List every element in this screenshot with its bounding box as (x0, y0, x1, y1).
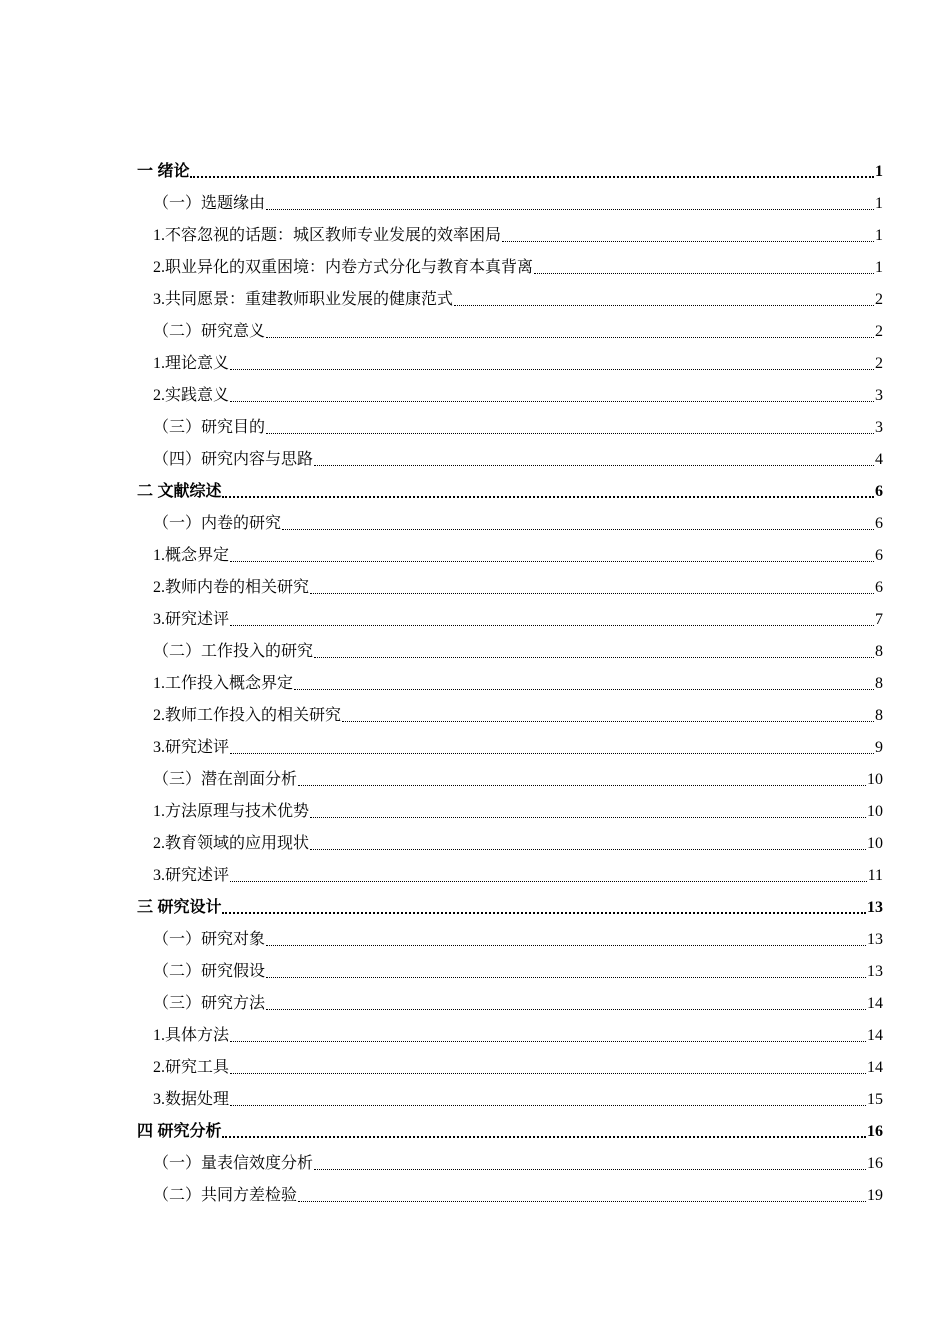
toc-entry-title: 3.研究述评 (153, 867, 230, 884)
toc-subsection-entry[interactable] (137, 282, 883, 314)
toc-dot-leader (230, 1072, 866, 1074)
toc-page-number: 10 (867, 771, 883, 788)
toc-page-number: 1 (875, 227, 883, 244)
toc-page-number: 8 (875, 707, 883, 724)
toc-page-number: 15 (867, 1091, 883, 1108)
toc-entry-title: 3.研究述评 (153, 611, 230, 628)
toc-chapter-entry[interactable] (137, 474, 883, 506)
toc-section-entry[interactable] (137, 442, 883, 474)
toc-subsection-entry[interactable] (137, 730, 883, 762)
toc-subsection-entry[interactable] (137, 250, 883, 282)
toc-dot-leader (266, 976, 866, 978)
toc-page-number: 13 (867, 899, 883, 916)
toc-page-number: 16 (867, 1155, 883, 1172)
toc-entry-title: 2.职业异化的双重困境：内卷方式分化与教育本真背离 (153, 259, 534, 276)
toc-page-number: 3 (875, 387, 883, 404)
toc-page-number: 6 (875, 547, 883, 564)
toc-dot-leader (230, 624, 874, 626)
toc-section-entry[interactable] (137, 986, 883, 1018)
toc-dot-leader (310, 592, 874, 594)
toc-dot-leader (222, 495, 874, 498)
toc-page-number: 3 (875, 419, 883, 436)
toc-entry-title: 1.不容忽视的话题：城区教师专业发展的效率困局 (153, 227, 502, 244)
toc-subsection-entry[interactable] (137, 666, 883, 698)
toc-section-entry[interactable] (137, 1178, 883, 1210)
toc-page-number: 2 (875, 323, 883, 340)
toc-page-number: 8 (875, 643, 883, 660)
toc-entry-title: 三 研究设计 (137, 899, 222, 916)
toc-entry-title: 二 文献综述 (137, 483, 222, 500)
toc-page-number: 19 (867, 1187, 883, 1204)
toc-dot-leader (266, 1008, 866, 1010)
toc-page-number: 6 (875, 579, 883, 596)
toc-dot-leader (230, 880, 867, 882)
toc-dot-leader (230, 368, 874, 370)
toc-dot-leader (266, 432, 874, 434)
toc-entry-title: （三）研究目的 (153, 419, 266, 436)
toc-entry-title: 3.数据处理 (153, 1091, 230, 1108)
toc-dot-leader (222, 911, 866, 914)
toc-dot-leader (230, 1040, 866, 1042)
toc-page-number: 14 (867, 1059, 883, 1076)
table-of-contents (137, 154, 883, 1210)
toc-entry-title: 2.实践意义 (153, 387, 230, 404)
toc-dot-leader (342, 720, 874, 722)
toc-dot-leader (314, 656, 874, 658)
toc-dot-leader (266, 336, 874, 338)
toc-entry-title: （二）共同方差检验 (153, 1187, 298, 1204)
toc-entry-title: 3.研究述评 (153, 739, 230, 756)
toc-entry-title: 2.教育领域的应用现状 (153, 835, 310, 852)
toc-entry-title: 2.教师内卷的相关研究 (153, 579, 310, 596)
toc-dot-leader (230, 400, 874, 402)
toc-section-entry[interactable] (137, 186, 883, 218)
toc-subsection-entry[interactable] (137, 1082, 883, 1114)
toc-entry-title: （一）选题缘由 (153, 195, 266, 212)
toc-page-number: 10 (867, 835, 883, 852)
toc-entry-title: 2.研究工具 (153, 1059, 230, 1076)
toc-section-entry[interactable] (137, 1146, 883, 1178)
toc-subsection-entry[interactable] (137, 826, 883, 858)
toc-section-entry[interactable] (137, 314, 883, 346)
toc-dot-leader (190, 175, 874, 178)
toc-page-number: 14 (867, 1027, 883, 1044)
toc-page-number: 2 (875, 291, 883, 308)
toc-section-entry[interactable] (137, 410, 883, 442)
toc-dot-leader (222, 1135, 866, 1138)
toc-dot-leader (454, 304, 874, 306)
toc-chapter-entry[interactable] (137, 1114, 883, 1146)
toc-page-number: 6 (875, 483, 883, 500)
toc-entry-title: 1.理论意义 (153, 355, 230, 372)
toc-subsection-entry[interactable] (137, 538, 883, 570)
toc-page-number: 14 (867, 995, 883, 1012)
toc-page-number: 7 (875, 611, 883, 628)
toc-page-number: 13 (867, 963, 883, 980)
toc-dot-leader (230, 752, 874, 754)
toc-dot-leader (282, 528, 874, 530)
toc-subsection-entry[interactable] (137, 698, 883, 730)
toc-entry-title: （二）工作投入的研究 (153, 643, 314, 660)
toc-section-entry[interactable] (137, 922, 883, 954)
toc-page-number: 1 (875, 163, 883, 180)
toc-dot-leader (310, 848, 866, 850)
toc-page-number: 2 (875, 355, 883, 372)
toc-section-entry[interactable] (137, 634, 883, 666)
toc-page-number: 13 (867, 931, 883, 948)
toc-subsection-entry[interactable] (137, 794, 883, 826)
toc-chapter-entry[interactable] (137, 154, 883, 186)
toc-entry-title: 1.具体方法 (153, 1027, 230, 1044)
toc-entry-title: （三）潜在剖面分析 (153, 771, 298, 788)
toc-section-entry[interactable] (137, 762, 883, 794)
toc-page-number: 16 (867, 1123, 883, 1140)
toc-dot-leader (314, 1168, 866, 1170)
toc-entry-title: （二）研究意义 (153, 323, 266, 340)
toc-entry-title: 四 研究分析 (137, 1123, 222, 1140)
toc-dot-leader (294, 688, 874, 690)
toc-dot-leader (266, 944, 866, 946)
toc-section-entry[interactable] (137, 506, 883, 538)
toc-dot-leader (502, 240, 874, 242)
toc-page-number: 8 (875, 675, 883, 692)
toc-subsection-entry[interactable] (137, 378, 883, 410)
toc-page-number: 6 (875, 515, 883, 532)
toc-entry-title: （三）研究方法 (153, 995, 266, 1012)
toc-entry-title: 3.共同愿景：重建教师职业发展的健康范式 (153, 291, 454, 308)
toc-page-number: 1 (875, 195, 883, 212)
toc-dot-leader (298, 1200, 866, 1202)
toc-entry-title: （一）量表信效度分析 (153, 1155, 314, 1172)
toc-page-number: 1 (875, 259, 883, 276)
toc-page-number: 4 (875, 451, 883, 468)
toc-subsection-entry[interactable] (137, 218, 883, 250)
toc-dot-leader (534, 272, 874, 274)
toc-entry-title: （一）内卷的研究 (153, 515, 282, 532)
toc-subsection-entry[interactable] (137, 1018, 883, 1050)
toc-entry-title: （四）研究内容与思路 (153, 451, 314, 468)
toc-dot-leader (230, 1104, 866, 1106)
toc-subsection-entry[interactable] (137, 346, 883, 378)
toc-page-number: 9 (875, 739, 883, 756)
toc-entry-title: 一 绪论 (137, 163, 190, 180)
toc-entry-title: 1.工作投入概念界定 (153, 675, 294, 692)
toc-subsection-entry[interactable] (137, 858, 883, 890)
toc-subsection-entry[interactable] (137, 602, 883, 634)
toc-dot-leader (314, 464, 874, 466)
toc-entry-title: （二）研究假设 (153, 963, 266, 980)
toc-dot-leader (230, 560, 874, 562)
toc-subsection-entry[interactable] (137, 1050, 883, 1082)
toc-page-number: 10 (867, 803, 883, 820)
toc-section-entry[interactable] (137, 954, 883, 986)
toc-entry-title: （一）研究对象 (153, 931, 266, 948)
toc-page-number: 11 (867, 867, 883, 884)
toc-entry-title: 2.教师工作投入的相关研究 (153, 707, 342, 724)
toc-entry-title: 1.概念界定 (153, 547, 230, 564)
toc-dot-leader (310, 816, 866, 818)
toc-subsection-entry[interactable] (137, 570, 883, 602)
toc-entry-title: 1.方法原理与技术优势 (153, 803, 310, 820)
toc-dot-leader (266, 208, 874, 210)
toc-dot-leader (298, 784, 866, 786)
toc-chapter-entry[interactable] (137, 890, 883, 922)
